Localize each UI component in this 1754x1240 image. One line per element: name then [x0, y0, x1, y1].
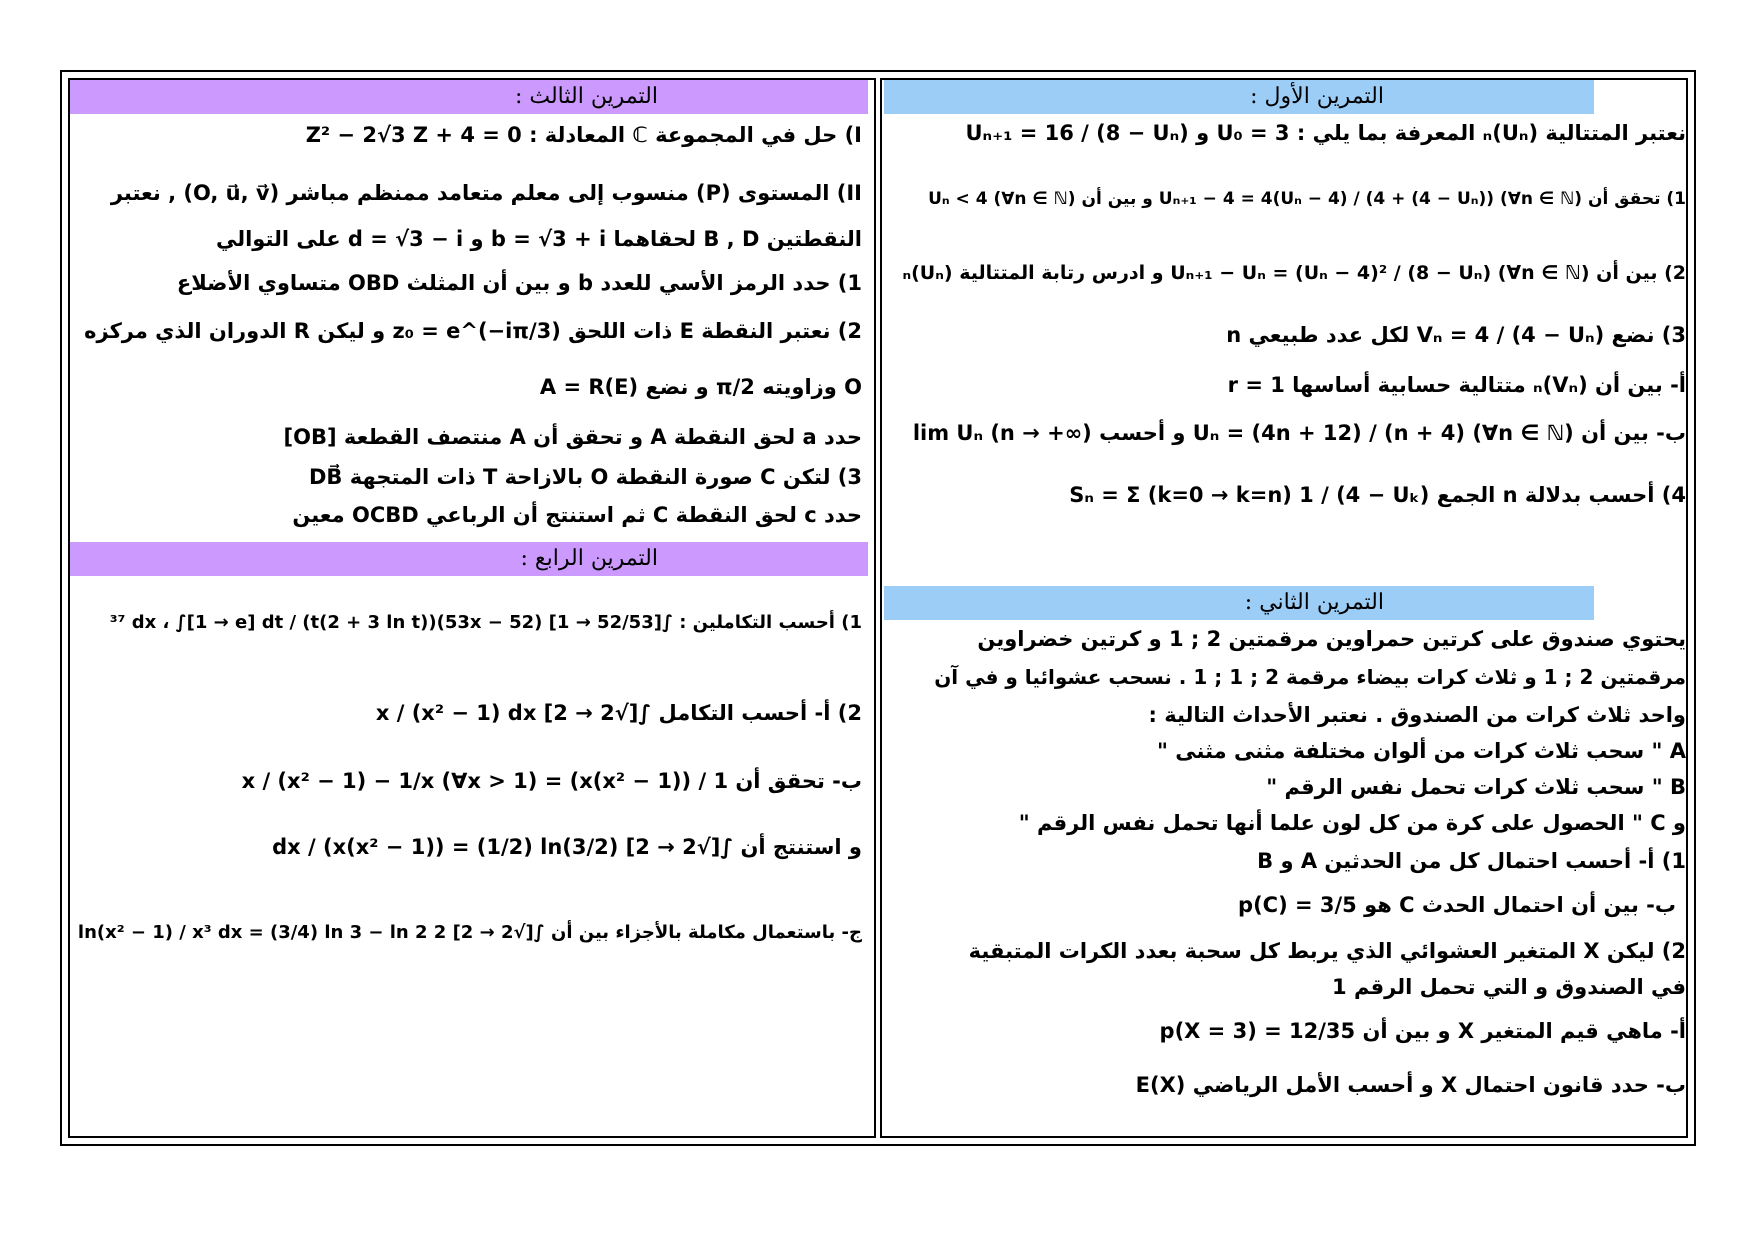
exercise-1-intro: نعتبر المتتالية (Uₙ)ₙ المعرفة بما يلي : U₀ = 3 و Uₙ₊₁ = 16 / (8 − Uₙ)	[965, 121, 1686, 145]
exercise-1-question-4: 4) أحسب بدلالة n الجمع Sₙ = Σ (k=0 → k=n) 1 / (4 − Uₖ)	[1069, 483, 1686, 507]
exercise-3-question-2-line-1: II) المستوى (P) منسوب إلى معلم متعامد ممنظم مباشر (O, u⃗, v⃗) , نعتبر	[110, 181, 862, 205]
exercise-2-question-2a: أ- ماهي قيم المتغير X و بين أن p(X = 3) = 12/35	[1159, 1019, 1686, 1043]
exercise-2-event-b: B " سحب ثلاث كرات تحمل نفس الرقم "	[1266, 775, 1686, 799]
exercise-2-question-2-line-1: 2) ليكن X المتغير العشوائي الذي يربط كل سحبة بعدد الكرات المتبقية	[968, 939, 1686, 963]
exercise-4-question-1: 1) أحسب التكاملين : ∫[52/53 → 1] (53x − 52)³⁷ dx ، ∫[1 → e] dt / (t(2 + 3 ln t))	[109, 612, 862, 633]
exercise-3-question-1: I) حل في المجموعة ℂ المعادلة : Z² − 2√3 Z + 4 = 0	[305, 123, 862, 147]
exercise-2-question-2-line-2: في الصندوق و التي تحمل الرقم 1	[1332, 975, 1686, 999]
exercise-3-question-2-line-6: حدد a لحق النقطة A و تحقق أن A منتصف القطعة [OB]	[283, 425, 862, 449]
exercise-1-question-1: 1) تحقق أن Uₙ₊₁ − 4 = 4(Uₙ − 4) / (4 + (4 − Uₙ)) (∀n ∈ ℕ) و بين أن Uₙ < 4 (∀n ∈ ℕ)	[928, 189, 1686, 209]
exercise-2-title: التمرين الثاني :	[884, 586, 1594, 620]
exercise-3-title: التمرين الثالث :	[70, 80, 868, 114]
exercise-3-question-2-line-3: 1) حدد الرمز الأسي للعدد b و بين أن المثلث OBD متساوي الأضلاع	[176, 271, 862, 295]
exercise-3-question-2-line-8: حدد c لحق النقطة C ثم استنتج أن الرباعي OCBD معين	[292, 503, 862, 527]
exercise-2-question-1b: ب- بين أن احتمال الحدث C هو p(C) = 3/5	[1238, 893, 1676, 917]
exercise-4-question-2b-deduce: و استنتج أن ∫[√2 → 2] dx / (x(x² − 1)) = (1/2) ln(3/2)	[272, 835, 862, 859]
exercise-2-intro-line-1: يحتوي صندوق على كرتين حمراوين مرقمتين 2 ; 1 و كرتين خضراوين	[977, 627, 1686, 651]
exercise-1-title: التمرين الأول :	[884, 80, 1594, 114]
exercise-3-question-2-line-5: O وزاويته π/2 و نضع A = R(E)	[539, 375, 862, 399]
exercise-4-question-2a: 2) أ- أحسب التكامل ∫[√2 → 2] x / (x² − 1) dx	[375, 701, 862, 725]
exercise-1-question-3b: ب- بين أن Uₙ = (4n + 12) / (n + 4) (∀n ∈ ℕ) و أحسب lim Uₙ (n → +∞)	[912, 421, 1686, 445]
exercise-2-event-a: A " سحب ثلاث كرات من ألوان مختلفة مثنى مثنى "	[1157, 739, 1686, 763]
exercise-3-question-2-line-2: النقطتين B , D لحقاهما b = √3 + i و d = √3 − i على التوالي	[215, 227, 862, 251]
exercise-4-title: التمرين الرابع :	[70, 542, 868, 576]
column-divider	[874, 78, 882, 1138]
exercise-2-intro-line-3: واحد ثلاث كرات من الصندوق . نعتبر الأحداث التالية :	[1148, 703, 1686, 727]
left-column	[70, 80, 872, 1136]
exercise-4-question-2c: ج- باستعمال مكاملة بالأجزاء بين أن ∫[√2 → 2] 2 ln(x² − 1) / x³ dx = (3/4) ln 3 − ln 2	[77, 922, 862, 943]
exercise-4-question-2b: ب- تحقق أن 1 / (x(x² − 1)) = x / (x² − 1) − 1/x (∀x > 1)	[241, 769, 862, 793]
exercise-2-question-2b: ب- حدد قانون احتمال X و أحسب الأمل الرياضي E(X)	[1135, 1073, 1686, 1097]
exercise-3-question-2-line-7: 3) لتكن C صورة النقطة O بالازاحة T ذات المتجهة DB⃗	[309, 465, 862, 489]
exercise-1-question-3: 3) نضع Vₙ = 4 / (4 − Uₙ) لكل عدد طبيعي n	[1226, 323, 1686, 347]
exercise-2-question-1a: 1) أ- أحسب احتمال كل من الحدثين A و B	[1257, 849, 1686, 873]
exercise-2-intro-line-2: مرقمتين 2 ; 1 و ثلاث كرات بيضاء مرقمة 2 ; 1 ; 1 . نسحب عشوائيا و في آن	[934, 665, 1686, 689]
exercise-3-question-2-line-4: 2) نعتبر النقطة E ذات اللحق z₀ = e^(−iπ/3) و ليكن R الدوران الذي مركزه	[84, 319, 862, 343]
exercise-1-question-3a: أ- بين أن (Vₙ)ₙ متتالية حسابية أساسها r = 1	[1227, 373, 1686, 397]
exercise-2-event-c: و C " الحصول على كرة من كل لون علما أنها تحمل نفس الرقم "	[1018, 811, 1686, 835]
right-column	[884, 80, 1686, 1136]
exercise-1-question-2: 2) بين أن Uₙ₊₁ − Uₙ = (Uₙ − 4)² / (8 − Uₙ) (∀n ∈ ℕ) و ادرس رتابة المتتالية (Uₙ)ₙ	[902, 262, 1686, 284]
